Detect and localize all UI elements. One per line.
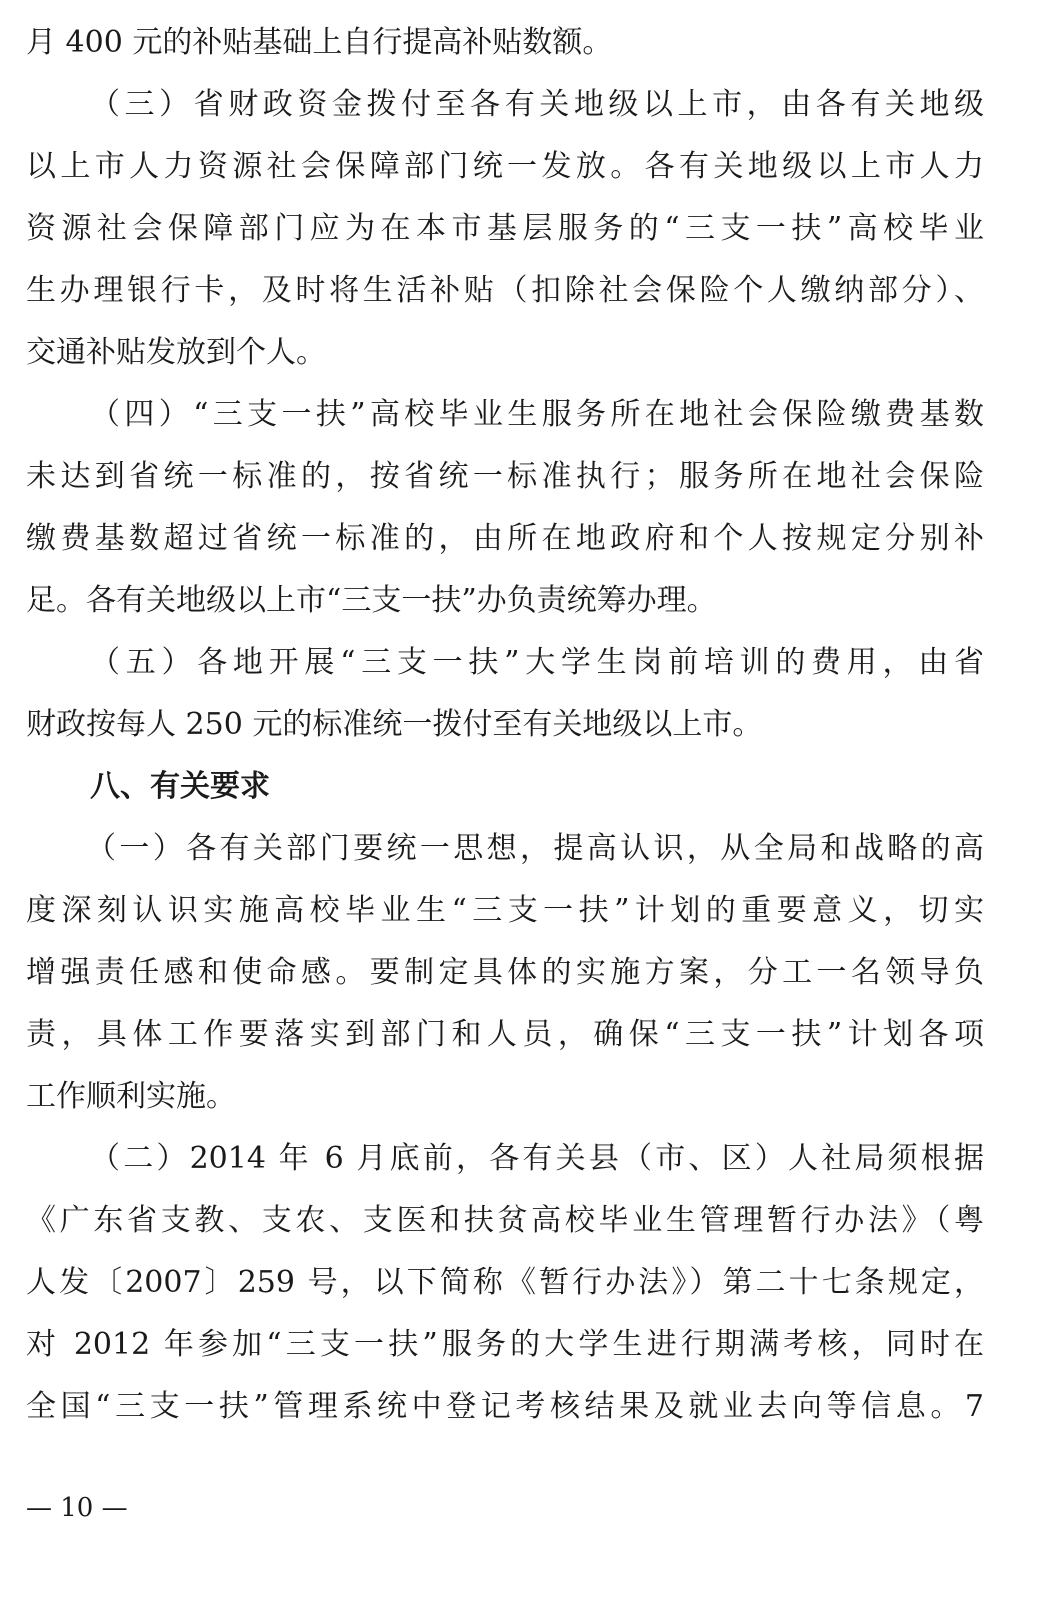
text-line: 对 2012 年参加“三支一扶”服务的大学生进行期满考核，同时在 — [26, 1327, 984, 1362]
text-line: 缴费基数超过省统一标准的，由所在地政府和个人按规定分别补 — [26, 521, 984, 556]
text-line: 资源社会保障部门应为在本市基层服务的“三支一扶”高校毕业 — [26, 211, 984, 246]
text-line: 责，具体工作要落实到部门和人员，确保“三支一扶”计划各项 — [26, 1017, 984, 1052]
text-line: 足。各有关地级以上市“三支一扶”办负责统筹办理。 — [26, 583, 717, 618]
text-line: 《广东省支教、支农、支医和扶贫高校毕业生管理暂行办法》（粤 — [26, 1203, 984, 1238]
page-number: — 10 — — [26, 1493, 128, 1523]
document-page — [26, 12, 984, 1438]
text-line: （二）2014 年 6 月底前，各有关县（市、区）人社局须根据 — [90, 1141, 984, 1176]
text-line: 交通补贴发放到个人。 — [26, 335, 326, 370]
text-line: 人发〔2007〕259 号，以下简称《暂行办法》）第二十七条规定， — [26, 1265, 984, 1300]
text-line: 增强责任感和使命感。要制定具体的实施方案，分工一名领导负 — [26, 955, 984, 990]
text-line: 以上市人力资源社会保障部门统一发放。各有关地级以上市人力 — [26, 149, 984, 184]
text-line: （四）“三支一扶”高校毕业生服务所在地社会保险缴费基数 — [90, 397, 984, 432]
text-line: 全国“三支一扶”管理系统中登记考核结果及就业去向等信息。7 — [26, 1389, 984, 1424]
text-line: 度深刻认识实施高校毕业生“三支一扶”计划的重要意义，切实 — [26, 893, 984, 928]
text-line: （五）各地开展“三支一扶”大学生岗前培训的费用，由省 — [90, 645, 984, 680]
text-line: 生办理银行卡，及时将生活补贴（扣除社会保险个人缴纳部分）、 — [26, 273, 984, 308]
text-line: 未达到省统一标准的，按省统一标准执行；服务所在地社会保险 — [26, 459, 984, 494]
section-heading: 八、有关要求 — [90, 769, 270, 804]
text-line: 工作顺利实施。 — [26, 1079, 236, 1114]
text-line: （三）省财政资金拨付至各有关地级以上市，由各有关地级 — [90, 87, 984, 122]
text-line: 月 400 元的补贴基础上自行提高补贴数额。 — [26, 25, 613, 60]
text-line: 财政按每人 250 元的标准统一拨付至有关地级以上市。 — [26, 707, 763, 742]
text-line: （一）各有关部门要统一思想，提高认识，从全局和战略的高 — [86, 831, 984, 866]
